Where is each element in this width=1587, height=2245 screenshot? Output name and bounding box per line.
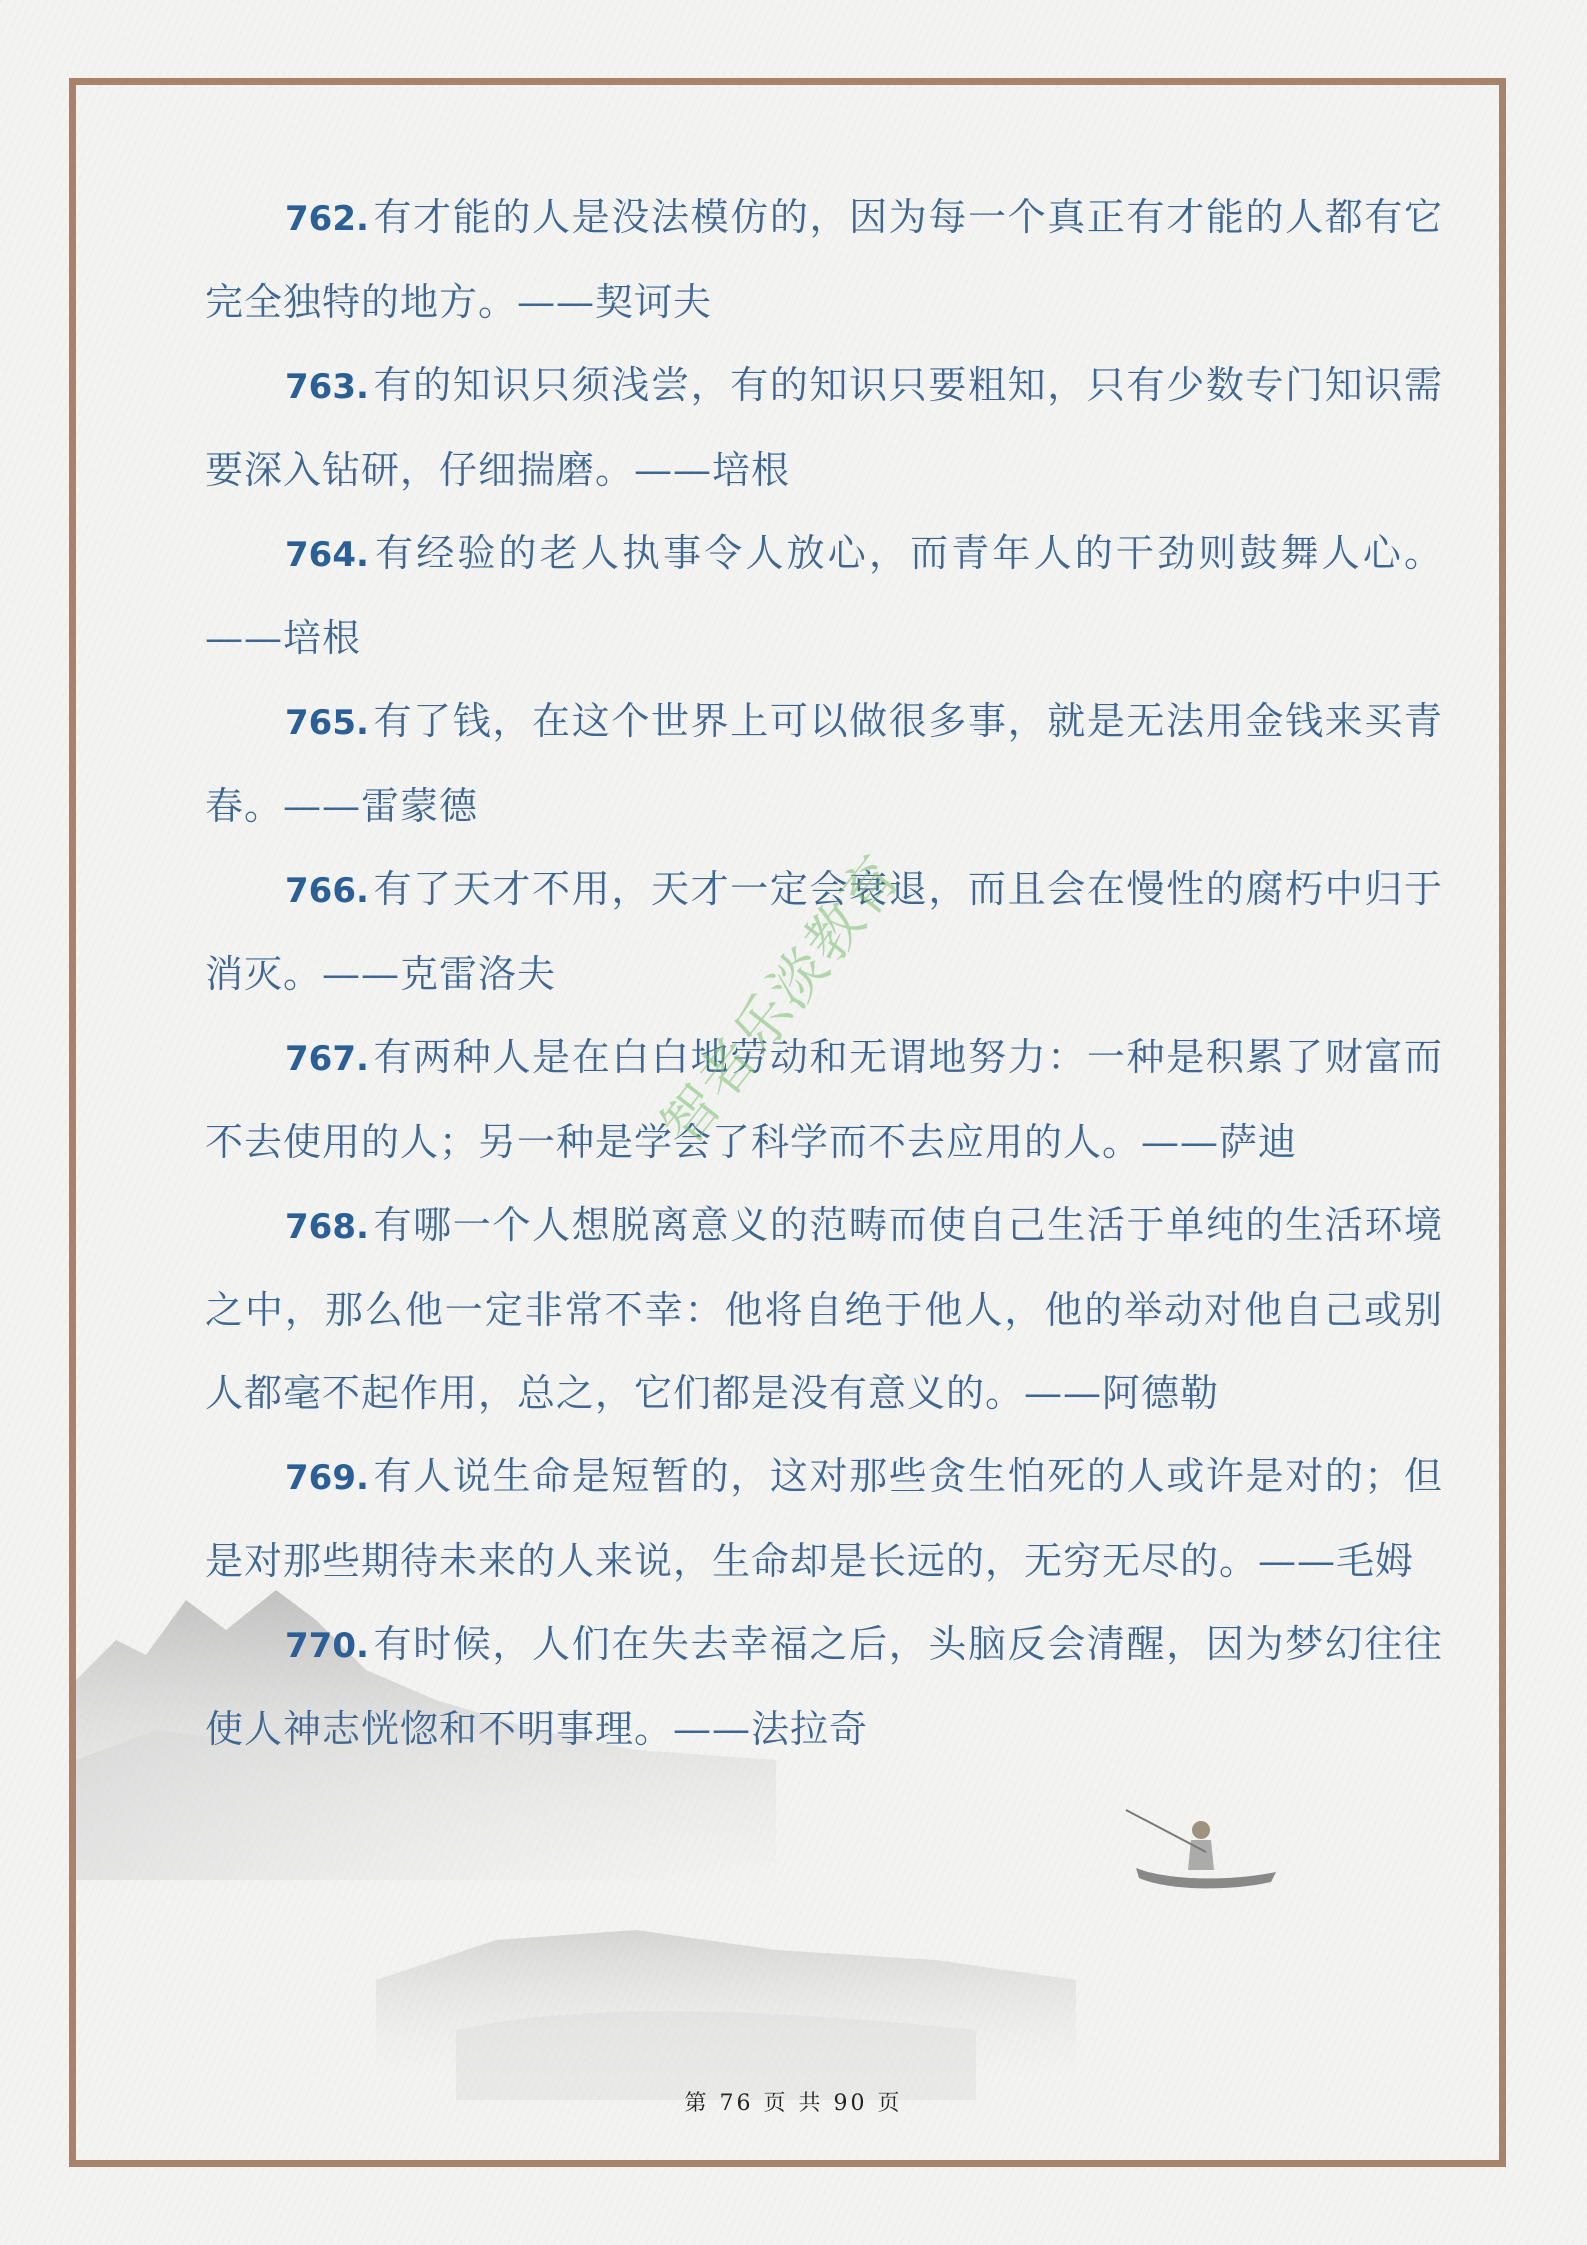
quote-entry	[205, 1016, 1443, 1184]
quote-entry	[205, 512, 1443, 680]
quote-entry	[205, 680, 1443, 848]
quote-text: 有经验的老人执事令人放心，而青年人的干劲则鼓舞人心。——培根	[205, 531, 1443, 660]
quote-text: 有才能的人是没法模仿的，因为每一个真正有才能的人都有它完全独特的地方。——契诃夫	[205, 195, 1443, 324]
quote-text: 有了天才不用，天才一定会衰退，而且会在慢性的腐朽中归于消灭。——克雷洛夫	[205, 867, 1443, 996]
quote-number: 764.	[285, 535, 369, 575]
quote-entry	[205, 344, 1443, 512]
quote-number: 767.	[285, 1039, 369, 1079]
quote-entry	[205, 1435, 1443, 1603]
quote-entry	[205, 1603, 1443, 1771]
quote-text: 有哪一个人想脱离意义的范畴而使自己生活于单纯的生活环境之中，那么他一定非常不幸：他将自绝于他人，他的举动对他自己或别人都毫不起作用，总之，它们都是没有意义的。——阿德勒	[205, 1203, 1443, 1415]
watermark: 智者乐淡教育	[649, 843, 915, 1158]
quote-number: 769.	[285, 1458, 369, 1498]
quote-number: 768.	[285, 1207, 369, 1247]
quote-number: 763.	[285, 367, 369, 407]
quote-number: 765.	[285, 703, 369, 743]
quote-text: 有时候，人们在失去幸福之后，头脑反会清醒，因为梦幻往往使人神志恍惚和不明事理。——法拉奇	[205, 1622, 1443, 1751]
quote-entry	[205, 176, 1443, 344]
quote-text: 有两种人是在白白地劳动和无谓地努力：一种是积累了财富而不去使用的人；另一种是学会了科学而不去应用的人。——萨迪	[205, 1035, 1443, 1164]
quote-number: 762.	[285, 199, 369, 239]
quote-number: 766.	[285, 871, 369, 911]
quote-text: 有人说生命是短暂的，这对那些贪生怕死的人或许是对的；但是对那些期待未来的人来说，生命却是长远的，无穷无尽的。——毛姆	[205, 1454, 1443, 1583]
quote-entry	[205, 1184, 1443, 1435]
quote-number: 770.	[285, 1626, 369, 1666]
page-number: 第 76 页 共 90 页	[684, 2091, 903, 2116]
quote-text: 有了钱，在这个世界上可以做很多事，就是无法用金钱来买青春。——雷蒙德	[205, 699, 1443, 828]
quote-text: 有的知识只须浅尝，有的知识只要粗知，只有少数专门知识需要深入钻研，仔细揣磨。——培根	[205, 363, 1443, 492]
